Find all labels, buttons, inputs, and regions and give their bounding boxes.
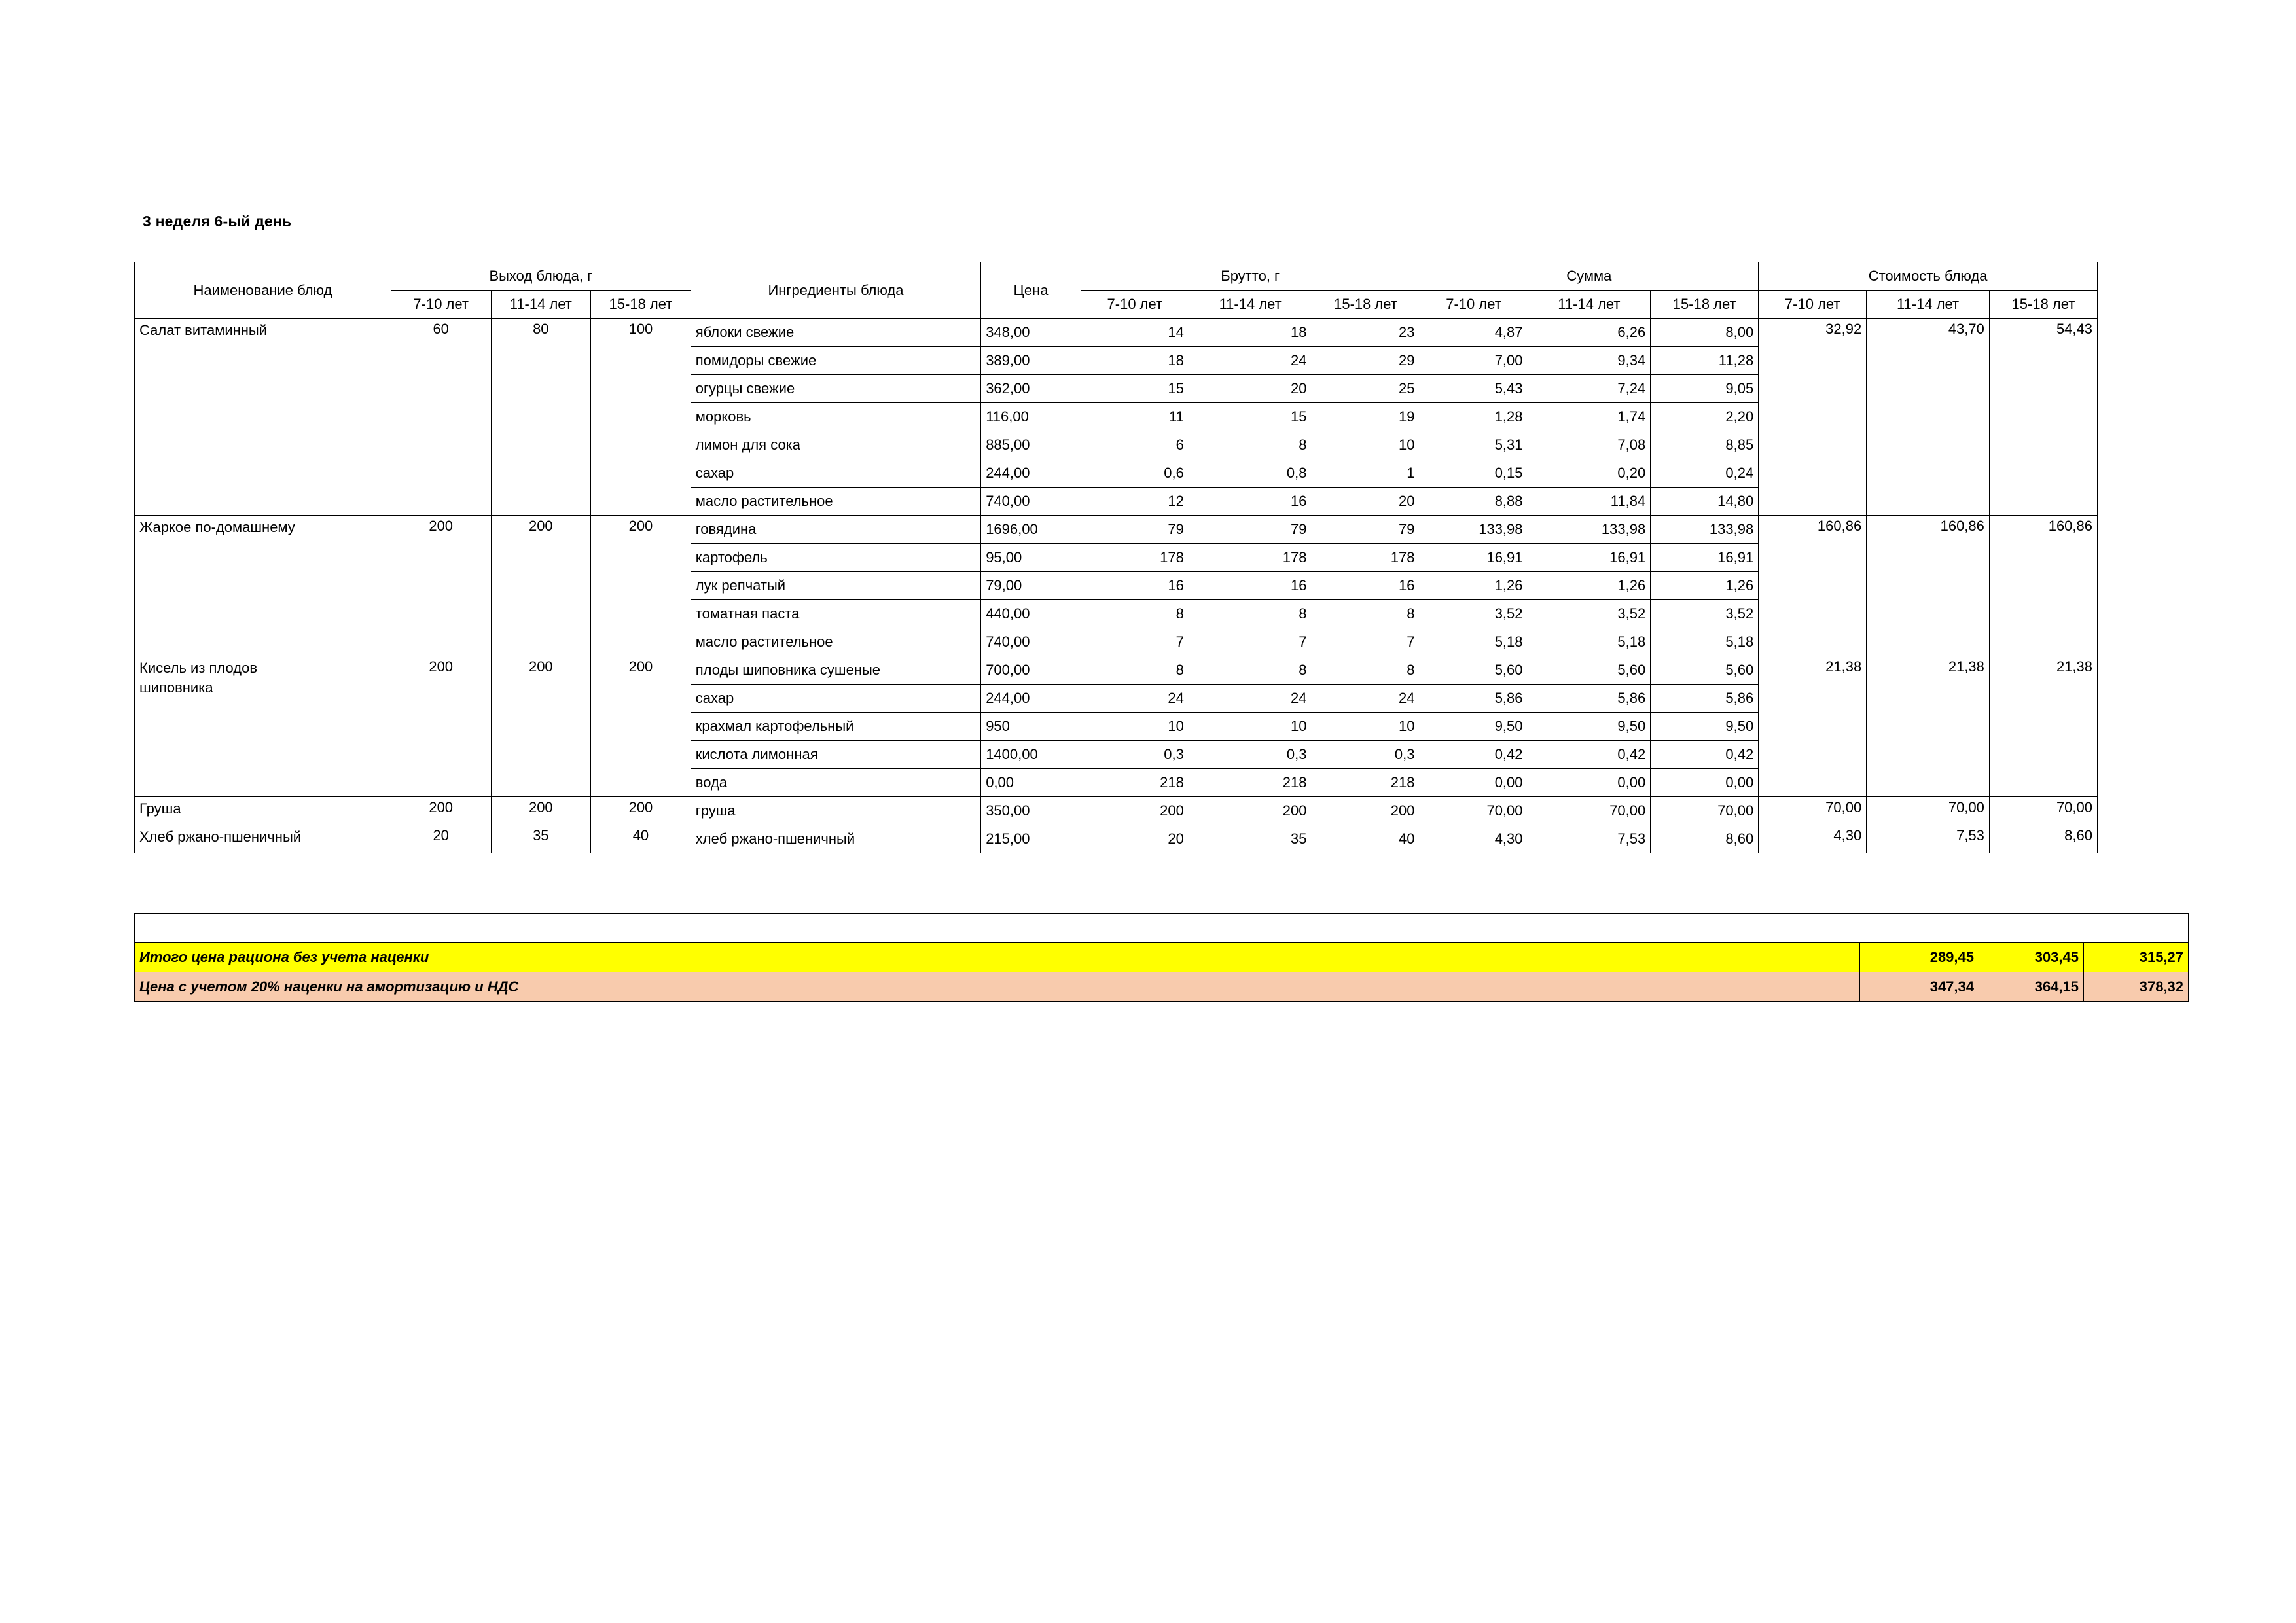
ingredient-price-cell: 950	[981, 713, 1081, 741]
dish-yield-cell: 80	[491, 319, 591, 516]
col-cost-7-10: 7-10 лет	[1759, 291, 1867, 319]
ingredient-sum-cell: 5,43	[1420, 375, 1528, 403]
ingredient-gross-cell: 7	[1189, 628, 1312, 656]
totals-value: 347,34	[1860, 972, 1979, 1002]
ingredient-sum-cell: 11,28	[1651, 347, 1759, 375]
ingredient-gross-cell: 10	[1312, 431, 1420, 459]
ingredient-gross-cell: 218	[1312, 769, 1420, 797]
menu-table-container	[134, 262, 2098, 853]
totals-table	[134, 913, 2189, 1002]
ingredient-gross-cell: 16	[1189, 488, 1312, 516]
col-sum: Сумма	[1420, 262, 1759, 291]
dish-cost-cell: 160,86	[1759, 516, 1867, 656]
ingredient-gross-cell: 19	[1312, 403, 1420, 431]
totals-value: 289,45	[1860, 943, 1979, 972]
ingredient-price-cell: 885,00	[981, 431, 1081, 459]
ingredient-name-cell: вода	[691, 769, 980, 797]
col-gross-15-18: 15-18 лет	[1312, 291, 1420, 319]
ingredient-gross-cell: 8	[1312, 600, 1420, 628]
ingredient-price-cell: 79,00	[981, 572, 1081, 600]
ingredient-sum-cell: 0,00	[1420, 769, 1528, 797]
page-title: 3 неделя 6-ый день	[143, 213, 292, 230]
ingredient-price-cell: 740,00	[981, 488, 1081, 516]
ingredient-gross-cell: 18	[1189, 319, 1312, 347]
ingredient-gross-cell: 1	[1312, 459, 1420, 488]
dish-yield-cell: 200	[491, 516, 591, 656]
col-gross-11-14: 11-14 лет	[1189, 291, 1312, 319]
ingredient-gross-cell: 20	[1312, 488, 1420, 516]
ingredient-sum-cell: 0,00	[1651, 769, 1759, 797]
ingredient-gross-cell: 178	[1081, 544, 1189, 572]
ingredient-gross-cell: 16	[1312, 572, 1420, 600]
dish-cost-cell: 160,86	[1989, 516, 2097, 656]
ingredient-sum-cell: 5,31	[1420, 431, 1528, 459]
col-ingredients: Ингредиенты блюда	[691, 262, 980, 319]
dish-cost-cell: 21,38	[1867, 656, 1990, 797]
ingredient-sum-cell: 70,00	[1420, 797, 1528, 825]
ingredient-sum-cell: 9,50	[1651, 713, 1759, 741]
ingredient-gross-cell: 8	[1189, 600, 1312, 628]
ingredient-gross-cell: 0,6	[1081, 459, 1189, 488]
dish-cost-cell: 43,70	[1867, 319, 1990, 516]
ingredient-sum-cell: 5,60	[1528, 656, 1651, 685]
table-header	[135, 262, 2098, 319]
ingredient-name-cell: масло растительное	[691, 488, 980, 516]
ingredient-sum-cell: 133,98	[1651, 516, 1759, 544]
ingredient-gross-cell: 20	[1189, 375, 1312, 403]
totals-value: 364,15	[1979, 972, 2084, 1002]
menu-table	[134, 262, 2098, 853]
dish-cost-cell: 54,43	[1989, 319, 2097, 516]
ingredient-price-cell: 389,00	[981, 347, 1081, 375]
col-price: Цена	[981, 262, 1081, 319]
ingredient-price-cell: 740,00	[981, 628, 1081, 656]
ingredient-gross-cell: 178	[1189, 544, 1312, 572]
dish-cost-cell: 21,38	[1759, 656, 1867, 797]
col-dish-name: Наименование блюд	[135, 262, 391, 319]
ingredient-gross-cell: 8	[1189, 431, 1312, 459]
ingredient-gross-cell: 8	[1189, 656, 1312, 685]
ingredient-price-cell: 700,00	[981, 656, 1081, 685]
dish-name-cell: Салат витаминный	[135, 319, 391, 516]
ingredient-gross-cell: 0,3	[1189, 741, 1312, 769]
table-row	[135, 516, 2098, 544]
ingredient-sum-cell: 9,05	[1651, 375, 1759, 403]
ingredient-gross-cell: 178	[1312, 544, 1420, 572]
table-body	[135, 319, 2098, 853]
dish-cost-cell: 4,30	[1759, 825, 1867, 853]
ingredient-gross-cell: 218	[1081, 769, 1189, 797]
ingredient-gross-cell: 0,3	[1312, 741, 1420, 769]
ingredient-gross-cell: 24	[1081, 685, 1189, 713]
totals-label: Цена с учетом 20% наценки на амортизацию и НДС	[135, 972, 1860, 1002]
col-yield: Выход блюда, г	[391, 262, 691, 291]
ingredient-gross-cell: 24	[1312, 685, 1420, 713]
ingredient-gross-cell: 10	[1189, 713, 1312, 741]
ingredient-gross-cell: 218	[1189, 769, 1312, 797]
ingredient-sum-cell: 9,34	[1528, 347, 1651, 375]
ingredient-name-cell: масло растительное	[691, 628, 980, 656]
ingredient-gross-cell: 23	[1312, 319, 1420, 347]
totals-container	[134, 913, 2184, 1002]
ingredient-sum-cell: 14,80	[1651, 488, 1759, 516]
table-row	[135, 825, 2098, 853]
ingredient-sum-cell: 11,84	[1528, 488, 1651, 516]
dish-name-cell: Жаркое по-домашнему	[135, 516, 391, 656]
ingredient-price-cell: 440,00	[981, 600, 1081, 628]
ingredient-price-cell: 215,00	[981, 825, 1081, 853]
ingredient-gross-cell: 18	[1081, 347, 1189, 375]
ingredient-name-cell: сахар	[691, 685, 980, 713]
table-row	[135, 656, 2098, 685]
totals-row	[135, 943, 2189, 972]
ingredient-sum-cell: 5,86	[1420, 685, 1528, 713]
dish-name-cell: Хлеб ржано-пшеничный	[135, 825, 391, 853]
ingredient-gross-cell: 10	[1312, 713, 1420, 741]
ingredient-sum-cell: 7,24	[1528, 375, 1651, 403]
ingredient-gross-cell: 12	[1081, 488, 1189, 516]
ingredient-gross-cell: 25	[1312, 375, 1420, 403]
ingredient-gross-cell: 79	[1189, 516, 1312, 544]
ingredient-name-cell: плоды шиповника сушеные	[691, 656, 980, 685]
ingredient-name-cell: томатная паста	[691, 600, 980, 628]
ingredient-gross-cell: 7	[1081, 628, 1189, 656]
ingredient-sum-cell: 3,52	[1528, 600, 1651, 628]
ingredient-sum-cell: 9,50	[1420, 713, 1528, 741]
col-sum-11-14: 11-14 лет	[1528, 291, 1651, 319]
totals-value: 303,45	[1979, 943, 2084, 972]
ingredient-gross-cell: 16	[1189, 572, 1312, 600]
ingredient-sum-cell: 5,18	[1528, 628, 1651, 656]
ingredient-price-cell: 0,00	[981, 769, 1081, 797]
col-yield-15-18: 15-18 лет	[591, 291, 691, 319]
ingredient-price-cell: 1400,00	[981, 741, 1081, 769]
ingredient-name-cell: помидоры свежие	[691, 347, 980, 375]
ingredient-sum-cell: 1,26	[1420, 572, 1528, 600]
dish-yield-cell: 200	[391, 797, 491, 825]
ingredient-gross-cell: 16	[1081, 572, 1189, 600]
ingredient-gross-cell: 7	[1312, 628, 1420, 656]
ingredient-price-cell: 348,00	[981, 319, 1081, 347]
ingredient-sum-cell: 0,20	[1528, 459, 1651, 488]
dish-name-cell: Кисель из плодов шиповника	[135, 656, 391, 797]
ingredient-sum-cell: 1,74	[1528, 403, 1651, 431]
ingredient-sum-cell: 0,42	[1420, 741, 1528, 769]
ingredient-gross-cell: 0,8	[1189, 459, 1312, 488]
ingredient-gross-cell: 6	[1081, 431, 1189, 459]
dish-yield-cell: 200	[491, 656, 591, 797]
ingredient-name-cell: морковь	[691, 403, 980, 431]
dish-yield-cell: 40	[591, 825, 691, 853]
ingredient-sum-cell: 3,52	[1651, 600, 1759, 628]
col-yield-11-14: 11-14 лет	[491, 291, 591, 319]
ingredient-sum-cell: 8,88	[1420, 488, 1528, 516]
ingredient-sum-cell: 0,24	[1651, 459, 1759, 488]
ingredient-sum-cell: 16,91	[1528, 544, 1651, 572]
ingredient-sum-cell: 0,00	[1528, 769, 1651, 797]
ingredient-price-cell: 362,00	[981, 375, 1081, 403]
ingredient-sum-cell: 5,18	[1651, 628, 1759, 656]
dish-cost-cell: 21,38	[1989, 656, 2097, 797]
ingredient-sum-cell: 1,28	[1420, 403, 1528, 431]
ingredient-sum-cell: 5,18	[1420, 628, 1528, 656]
ingredient-gross-cell: 79	[1081, 516, 1189, 544]
dish-yield-cell: 200	[391, 516, 491, 656]
ingredient-gross-cell: 35	[1189, 825, 1312, 853]
ingredient-sum-cell: 7,00	[1420, 347, 1528, 375]
ingredient-gross-cell: 20	[1081, 825, 1189, 853]
table-row	[135, 319, 2098, 347]
ingredient-sum-cell: 1,26	[1651, 572, 1759, 600]
col-yield-7-10: 7-10 лет	[391, 291, 491, 319]
ingredient-sum-cell: 5,86	[1528, 685, 1651, 713]
ingredient-sum-cell: 16,91	[1420, 544, 1528, 572]
ingredient-name-cell: огурцы свежие	[691, 375, 980, 403]
col-cost-15-18: 15-18 лет	[1989, 291, 2097, 319]
col-sum-15-18: 15-18 лет	[1651, 291, 1759, 319]
ingredient-name-cell: хлеб ржано-пшеничный	[691, 825, 980, 853]
col-cost-11-14: 11-14 лет	[1867, 291, 1990, 319]
ingredient-sum-cell: 5,60	[1420, 656, 1528, 685]
ingredient-sum-cell: 70,00	[1651, 797, 1759, 825]
totals-value: 315,27	[2084, 943, 2189, 972]
ingredient-gross-cell: 8	[1081, 656, 1189, 685]
ingredient-sum-cell: 3,52	[1420, 600, 1528, 628]
ingredient-gross-cell: 40	[1312, 825, 1420, 853]
ingredient-name-cell: груша	[691, 797, 980, 825]
dish-cost-cell: 160,86	[1867, 516, 1990, 656]
ingredient-gross-cell: 200	[1312, 797, 1420, 825]
ingredient-sum-cell: 0,42	[1528, 741, 1651, 769]
dish-yield-cell: 100	[591, 319, 691, 516]
ingredient-price-cell: 95,00	[981, 544, 1081, 572]
ingredient-sum-cell: 0,15	[1420, 459, 1528, 488]
dish-yield-cell: 200	[591, 516, 691, 656]
col-sum-7-10: 7-10 лет	[1420, 291, 1528, 319]
ingredient-sum-cell: 0,42	[1651, 741, 1759, 769]
ingredient-sum-cell: 70,00	[1528, 797, 1651, 825]
ingredient-sum-cell: 7,08	[1528, 431, 1651, 459]
ingredient-sum-cell: 8,60	[1651, 825, 1759, 853]
totals-label: Итого цена рациона без учета наценки	[135, 943, 1860, 972]
dish-cost-cell: 70,00	[1759, 797, 1867, 825]
ingredient-name-cell: яблоки свежие	[691, 319, 980, 347]
ingredient-gross-cell: 0,3	[1081, 741, 1189, 769]
ingredient-sum-cell: 9,50	[1528, 713, 1651, 741]
ingredient-gross-cell: 14	[1081, 319, 1189, 347]
ingredient-price-cell: 116,00	[981, 403, 1081, 431]
ingredient-sum-cell: 4,30	[1420, 825, 1528, 853]
ingredient-sum-cell: 7,53	[1528, 825, 1651, 853]
ingredient-name-cell: говядина	[691, 516, 980, 544]
ingredient-gross-cell: 8	[1081, 600, 1189, 628]
ingredient-price-cell: 244,00	[981, 459, 1081, 488]
ingredient-sum-cell: 2,20	[1651, 403, 1759, 431]
dish-name-cell: Груша	[135, 797, 391, 825]
ingredient-name-cell: лук репчатый	[691, 572, 980, 600]
ingredient-name-cell: кислота лимонная	[691, 741, 980, 769]
ingredient-sum-cell: 4,87	[1420, 319, 1528, 347]
header-row-top	[135, 262, 2098, 291]
dish-yield-cell: 200	[591, 797, 691, 825]
dish-cost-cell: 32,92	[1759, 319, 1867, 516]
ingredient-sum-cell: 1,26	[1528, 572, 1651, 600]
dish-yield-cell: 200	[591, 656, 691, 797]
dish-yield-cell: 200	[491, 797, 591, 825]
dish-cost-cell: 70,00	[1989, 797, 2097, 825]
ingredient-gross-cell: 8	[1312, 656, 1420, 685]
ingredient-sum-cell: 8,00	[1651, 319, 1759, 347]
dish-yield-cell: 200	[391, 656, 491, 797]
ingredient-name-cell: сахар	[691, 459, 980, 488]
ingredient-price-cell: 244,00	[981, 685, 1081, 713]
ingredient-name-cell: картофель	[691, 544, 980, 572]
col-gross: Брутто, г	[1081, 262, 1420, 291]
ingredient-gross-cell: 24	[1189, 347, 1312, 375]
ingredient-sum-cell: 133,98	[1420, 516, 1528, 544]
dish-yield-cell: 60	[391, 319, 491, 516]
ingredient-gross-cell: 11	[1081, 403, 1189, 431]
ingredient-sum-cell: 8,85	[1651, 431, 1759, 459]
ingredient-sum-cell: 5,86	[1651, 685, 1759, 713]
ingredient-gross-cell: 15	[1081, 375, 1189, 403]
ingredient-name-cell: лимон для сока	[691, 431, 980, 459]
dish-cost-cell: 70,00	[1867, 797, 1990, 825]
ingredient-price-cell: 350,00	[981, 797, 1081, 825]
totals-spacer	[135, 914, 2189, 943]
table-row	[135, 797, 2098, 825]
col-gross-7-10: 7-10 лет	[1081, 291, 1189, 319]
ingredient-price-cell: 1696,00	[981, 516, 1081, 544]
ingredient-gross-cell: 79	[1312, 516, 1420, 544]
ingredient-gross-cell: 200	[1189, 797, 1312, 825]
dish-cost-cell: 8,60	[1989, 825, 2097, 853]
col-dish-cost: Стоимость блюда	[1759, 262, 2098, 291]
ingredient-gross-cell: 29	[1312, 347, 1420, 375]
dish-yield-cell: 35	[491, 825, 591, 853]
ingredient-sum-cell: 133,98	[1528, 516, 1651, 544]
ingredient-sum-cell: 16,91	[1651, 544, 1759, 572]
dish-cost-cell: 7,53	[1867, 825, 1990, 853]
totals-row	[135, 972, 2189, 1002]
ingredient-gross-cell: 24	[1189, 685, 1312, 713]
ingredient-name-cell: крахмал картофельный	[691, 713, 980, 741]
dish-yield-cell: 20	[391, 825, 491, 853]
ingredient-sum-cell: 6,26	[1528, 319, 1651, 347]
ingredient-sum-cell: 5,60	[1651, 656, 1759, 685]
ingredient-gross-cell: 10	[1081, 713, 1189, 741]
header-row-bottom	[135, 291, 2098, 319]
ingredient-gross-cell: 15	[1189, 403, 1312, 431]
totals-value: 378,32	[2084, 972, 2189, 1002]
ingredient-gross-cell: 200	[1081, 797, 1189, 825]
